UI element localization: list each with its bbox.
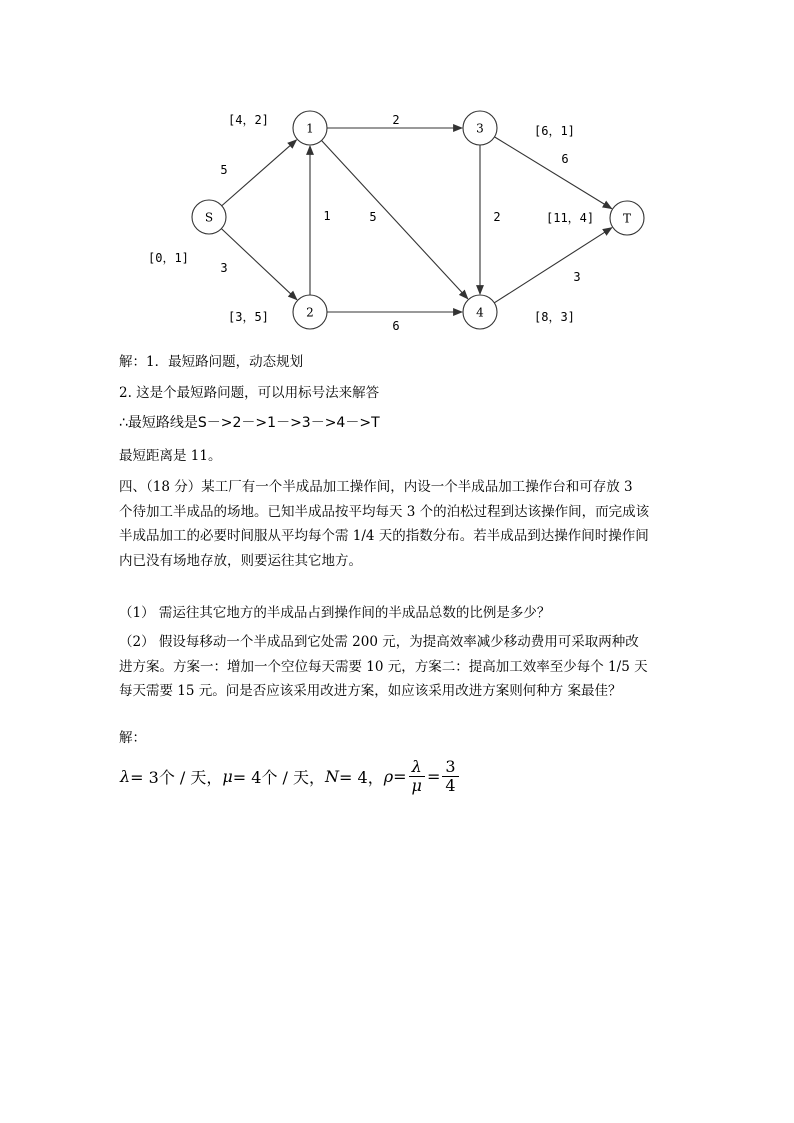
shortest-route: ∴最短路线是S－>2－>1－>3－>4－>T <box>119 415 380 431</box>
edge-weight-3-T: 6 <box>561 152 569 166</box>
node-label-1: 1 <box>306 121 314 136</box>
node-S <box>192 200 226 234</box>
fraction-1-numerator: λ <box>411 757 422 776</box>
edge-weight-S-2: 3 <box>220 261 228 275</box>
lambda-value: = 3个 / 天， <box>130 768 223 787</box>
node-annotation-3: [6，1] <box>534 124 575 138</box>
edge-weight-1-3: 2 <box>392 113 400 127</box>
n-value: = 4， <box>339 768 384 787</box>
edge-4-T <box>494 228 612 303</box>
question-2 <box>119 630 679 704</box>
fraction-three-quarters <box>442 758 458 795</box>
problem-4-line-4: 内已没有场地存放，则要运往其它地方。 <box>119 552 362 569</box>
node-annotation-2: [3，5] <box>228 310 269 324</box>
fraction-2-numerator: 3 <box>445 757 456 776</box>
solution-line-1: 解：1．最短路问题，动态规划 <box>119 354 304 370</box>
equals-2: = <box>426 767 441 786</box>
problem-4-line-2: 个待加工半成品的场地。已知半成品按平均每天 3 个的泊松过程到达该操作间，而完成该 <box>119 503 650 520</box>
node-T <box>610 201 644 235</box>
question-2-line-2: 进方案。方案一：增加一个空位每天需要 10 元，方案二：提高加工效率至少每个 1/5 天 <box>119 658 648 675</box>
node-1 <box>293 111 327 145</box>
node-annotation-T: [11，4] <box>546 211 595 225</box>
node-annotation-S: [0，1] <box>148 251 189 265</box>
fraction-1-denominator: μ <box>409 776 425 795</box>
node-label-3: 3 <box>476 121 484 136</box>
shortest-distance: 最短距离是 11。 <box>119 448 222 464</box>
queue-parameters-formula <box>120 758 461 795</box>
node-label-T: T <box>622 211 632 226</box>
edge-1-4 <box>322 140 468 298</box>
answer-label: 解： <box>119 730 146 746</box>
fraction-lambda-over-mu <box>409 758 425 795</box>
equals-1: = <box>393 767 407 786</box>
mu-value: = 4个 / 天， <box>232 768 326 787</box>
edge-weight-4-T: 3 <box>573 270 581 284</box>
problem-4-line-1: 四、（18 分）某工厂有一个半成品加工操作间，内设一个半成品加工操作台和可存放 3 <box>119 479 633 495</box>
node-label-2: 2 <box>306 305 314 320</box>
edge-S-1 <box>222 140 297 206</box>
question-2-line-1: （2） 假设每移动一个半成品到它处需 200 元，为提高效率减少移动费用可采取两种改 <box>119 634 639 650</box>
edge-weight-1-4: 5 <box>369 210 377 224</box>
edge-3-T <box>494 137 611 209</box>
rho-symbol: ρ <box>383 767 394 786</box>
edge-weight-2-1: 1 <box>323 209 331 223</box>
shortest-path-graph <box>0 0 794 340</box>
node-annotation-1: [4，2] <box>228 113 269 127</box>
lambda-symbol: λ <box>120 767 131 786</box>
problem-4-line-3: 半成品加工的必要时间服从平均每个需 1/4 天的指数分布。若半成品到达操作间时操作间 <box>119 528 649 544</box>
n-symbol: N <box>325 767 340 786</box>
node-annotation-4: [8，3] <box>534 310 575 324</box>
edge-weight-2-4: 6 <box>392 319 400 333</box>
mu-symbol: μ <box>222 767 233 786</box>
solution-line-2: 2. 这是个最短路问题，可以用标号法来解答 <box>119 385 380 401</box>
edge-S-2 <box>221 229 297 300</box>
node-3 <box>463 111 497 145</box>
node-label-S: S <box>204 210 214 225</box>
fraction-2-denominator: 4 <box>442 776 458 795</box>
edge-weight-S-1: 5 <box>220 163 228 177</box>
node-2 <box>293 295 327 329</box>
node-label-4: 4 <box>476 305 484 320</box>
node-4 <box>463 295 497 329</box>
question-1-text: （1） 需运往其它地方的半成品占到操作间的半成品总数的比例是多少？ <box>119 605 551 621</box>
problem-4-statement <box>119 475 679 573</box>
question-1 <box>119 601 679 626</box>
question-2-line-3: 每天需要 15 元。问是否应该采用改进方案，如应该采用改进方案则何种方 案最佳？ <box>119 683 622 699</box>
edge-weight-3-4: 2 <box>493 210 501 224</box>
